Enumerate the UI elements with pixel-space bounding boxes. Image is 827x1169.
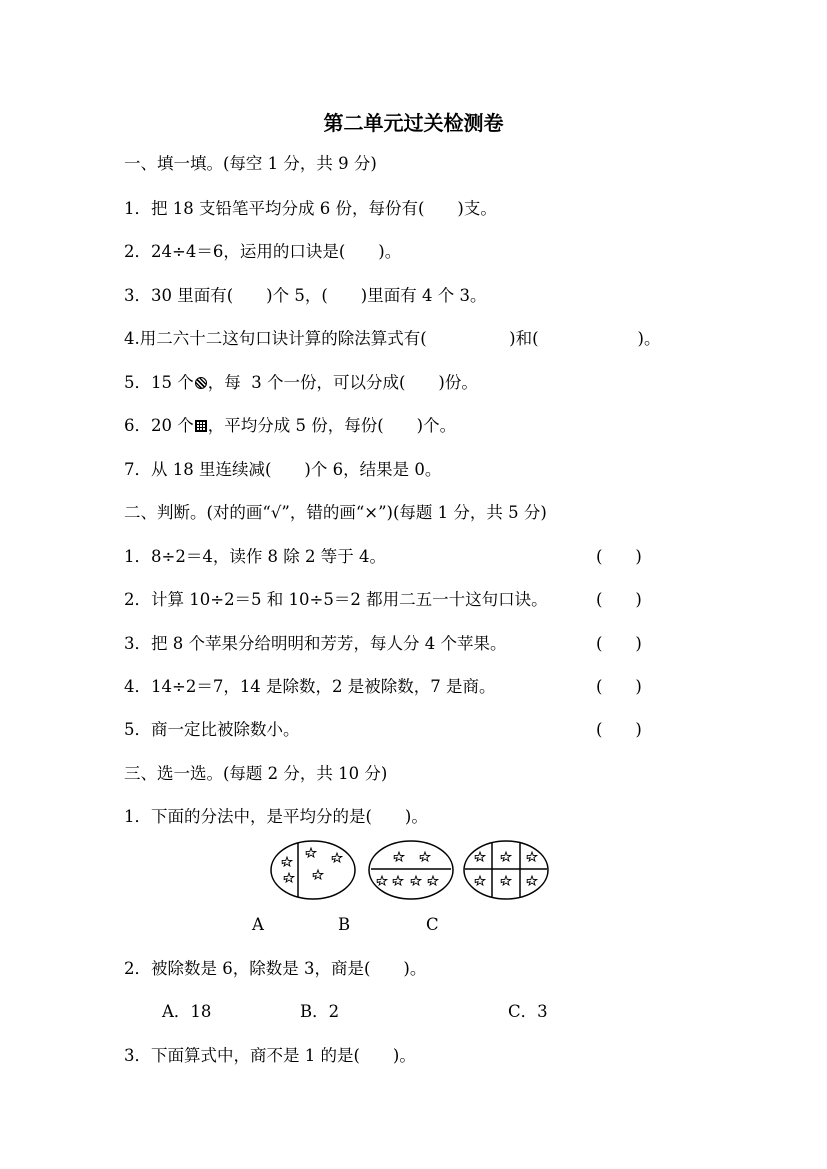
ball-icon — [195, 377, 207, 389]
section1-heading: 一、填一填。(每空 1 分，共 9 分) — [124, 154, 377, 173]
figure-label-b: B — [338, 915, 351, 934]
judge-item-2-text: 2．计算 10÷2＝5 和 10÷5＝2 都用二五一十这句口诀。 — [124, 590, 548, 609]
judge-item-2-answer: ( ) — [596, 590, 642, 609]
judge-item-1-text: 1．8÷2＝4，读作 8 除 2 等于 4。 — [124, 547, 387, 566]
option-a-figure — [271, 841, 355, 899]
question-1-3: 3．30 里面有( )个 5，( )里面有 4 个 3。 — [124, 286, 487, 305]
question-1-7: 7．从 18 里连续减( )个 6，结果是 0。 — [124, 460, 442, 479]
question-3-2: 2．被除数是 6，除数是 3，商是( )。 — [124, 959, 427, 978]
figure-label-c: C — [426, 915, 439, 934]
question-1-4: 4.用二六十二这句口诀计算的除法算式有( )和( )。 — [124, 329, 661, 348]
judge-item-3-answer: ( ) — [596, 634, 642, 653]
section2-heading: 二、判断。(对的画“√”，错的画“×”)(每题 1 分，共 5 分) — [124, 503, 547, 522]
section3-heading: 三、选一选。(每题 2 分，共 10 分) — [124, 764, 388, 783]
judge-item-3-text: 3．把 8 个苹果分给明明和芳芳，每人分 4 个苹果。 — [124, 634, 507, 653]
question-3-1: 1．下面的分法中，是平均分的是( )。 — [124, 807, 428, 826]
question-1-6-pre: 6．20 个 — [124, 416, 194, 435]
judge-item-5-answer: ( ) — [596, 720, 642, 739]
question-1-6 — [124, 415, 456, 437]
q2-option-a: A．18 — [162, 1002, 212, 1021]
judge-item-1-answer: ( ) — [596, 547, 642, 566]
question-1-5-pre: 5．15 个 — [124, 373, 194, 392]
question-1-6-post: ，平均分成 5 份，每份( )个。 — [207, 416, 457, 435]
question-1-5 — [124, 372, 478, 394]
option-c-figure — [464, 841, 548, 899]
judge-item-4-answer: ( ) — [596, 677, 642, 696]
judge-item-4-text: 4．14÷2＝7，14 是除数，2 是被除数，7 是商。 — [124, 677, 496, 696]
q2-option-b: B．2 — [300, 1002, 340, 1021]
q2-option-c: C．3 — [508, 1002, 548, 1021]
question-1-5-post: ，每 3 个一份，可以分成( )份。 — [207, 373, 478, 392]
question-3-3: 3．下面算式中，商不是 1 的是( )。 — [124, 1046, 416, 1065]
figure-label-a: A — [252, 915, 264, 934]
judge-item-5-text: 5．商一定比被除数小。 — [124, 720, 300, 739]
division-figures — [270, 840, 560, 902]
page-title: 第二单元过关检测卷 — [323, 111, 504, 135]
question-1-1: 1．把 18 支铅笔平均分成 6 份，每份有( )支。 — [124, 199, 497, 218]
option-b-figure — [369, 841, 453, 899]
question-1-2: 2．24÷4＝6，运用的口诀是( )。 — [124, 242, 402, 261]
square-icon — [195, 420, 207, 432]
